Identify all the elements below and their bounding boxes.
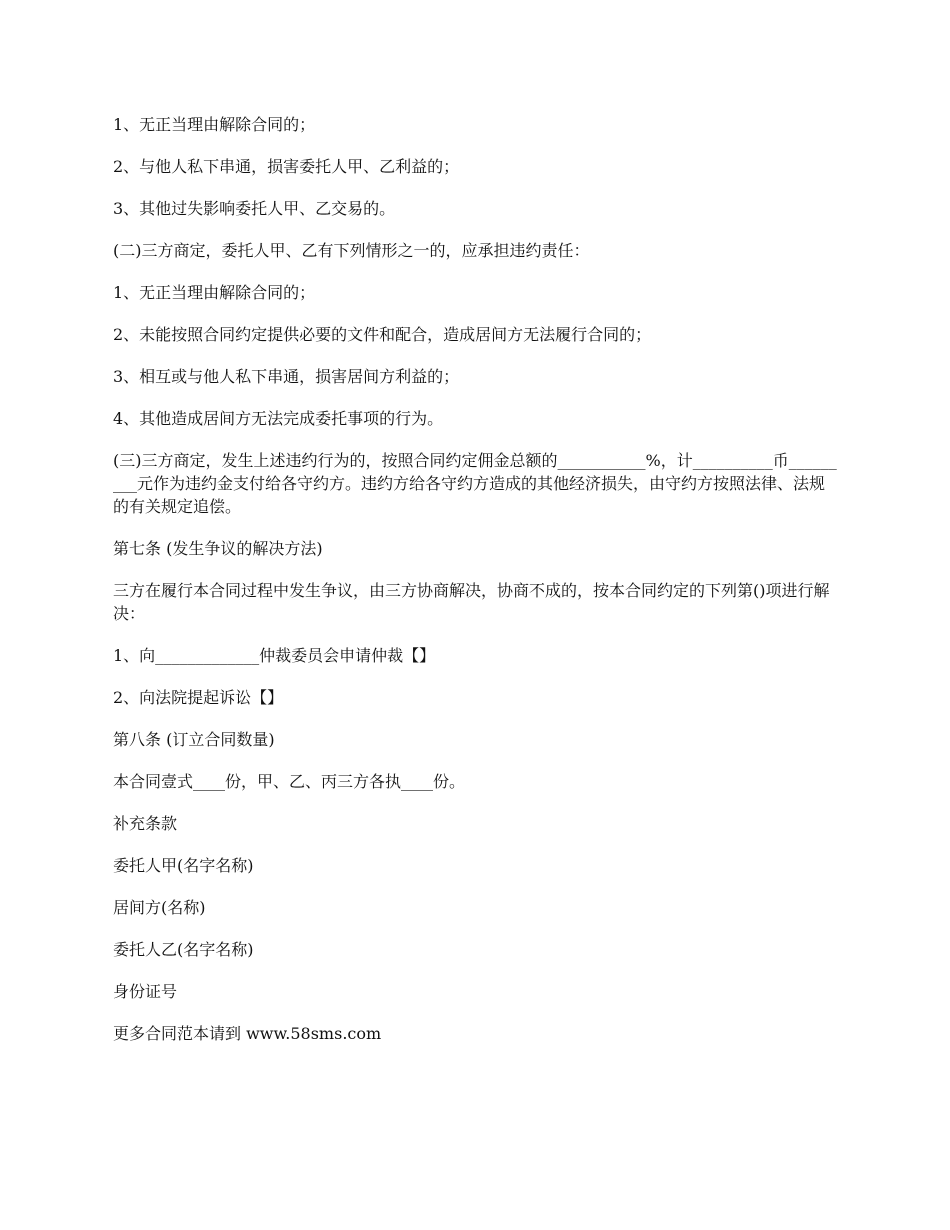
section-heading: (二)三方商定，委托人甲、乙有下列情形之一的，应承担违约责任： <box>113 241 590 260</box>
document-page <box>113 113 840 1064</box>
signatory-intermediary: 居间方(名称) <box>113 898 206 917</box>
id-number-label: 身份证号 <box>113 982 178 1001</box>
copies-clause: 本合同壹式____份，甲、乙、丙三方各执____份。 <box>113 772 466 791</box>
paragraph: 4、其他造成居间方无法完成委托事项的行为。 <box>113 409 444 428</box>
penalty-clause: (三)三方商定，发生上述违约行为的，按照合同约定佣金总额的___________%，计__________币_________元作为违约金支付给各守约方。违约方给各守约方造成的其他经济损失，由守约方按照法律、法规的有关规定追偿。 <box>113 451 837 516</box>
supplementary-terms: 补充条款 <box>113 814 178 833</box>
signatory-party-a: 委托人甲(名字名称) <box>113 856 254 875</box>
arbitration-option: 1、向_____________仲裁委员会申请仲裁【】 <box>113 646 436 665</box>
paragraph: 3、其他过失影响委托人甲、乙交易的。 <box>113 199 396 218</box>
litigation-option: 2、向法院提起诉讼【】 <box>113 688 284 707</box>
signatory-party-b: 委托人乙(名字名称) <box>113 940 254 959</box>
paragraph: 3、相互或与他人私下串通，损害居间方利益的； <box>113 367 460 386</box>
dispute-clause: 三方在履行本合同过程中发生争议，由三方协商解决，协商不成的，按本合同约定的下列第()项进行解决： <box>113 581 830 623</box>
paragraph: 1、无正当理由解除合同的； <box>113 115 316 134</box>
footer-note: 更多合同范本请到 www.58sms.com <box>113 1024 382 1043</box>
paragraph: 2、与他人私下串通，损害委托人甲、乙利益的； <box>113 157 460 176</box>
paragraph: 2、未能按照合同约定提供必要的文件和配合，造成居间方无法履行合同的； <box>113 325 652 344</box>
article-heading: 第七条 (发生争议的解决方法) <box>113 539 323 558</box>
article-heading: 第八条 (订立合同数量) <box>113 730 275 749</box>
paragraph: 1、无正当理由解除合同的； <box>113 283 316 302</box>
